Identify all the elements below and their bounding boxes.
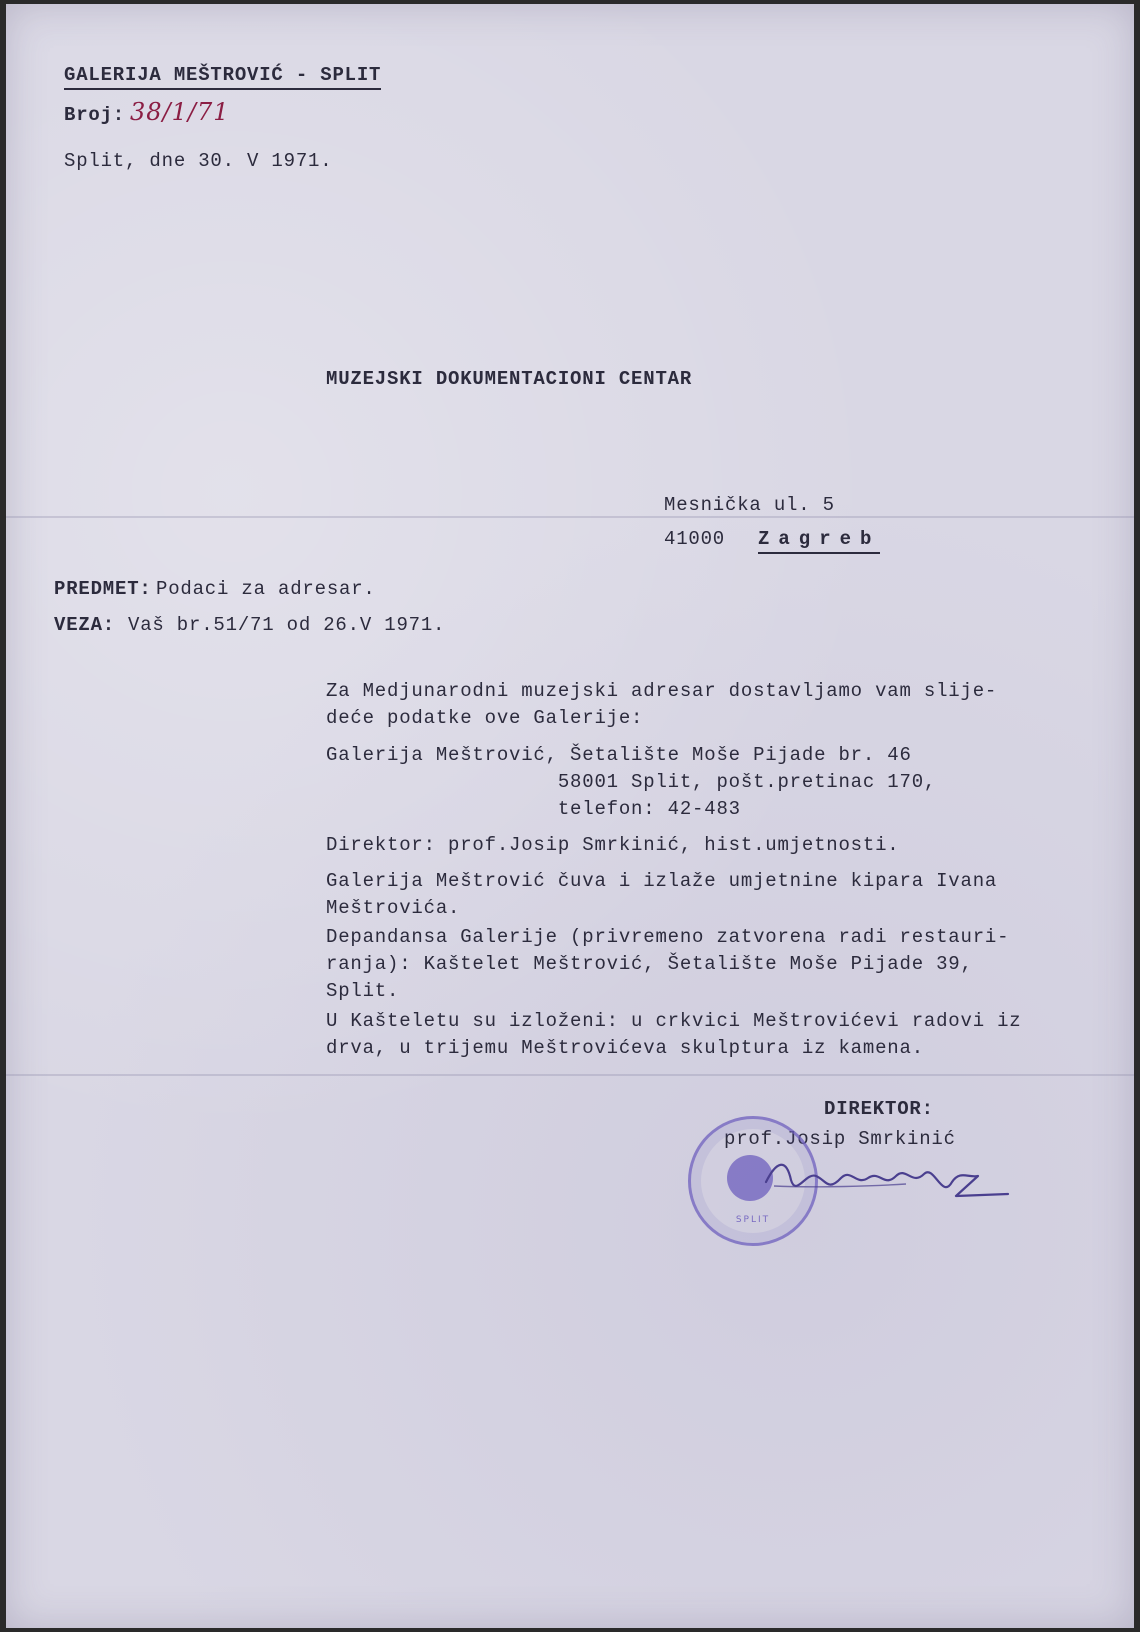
date-line: Split, dne 30. V 1971. xyxy=(64,150,333,172)
recipient-street: Mesnička ul. 5 xyxy=(664,494,835,516)
institution-header: GALERIJA MEŠTROVIĆ - SPLIT xyxy=(64,64,381,90)
body-intro: Za Medjunarodni muzejski adresar dostavljamo vam slije- deće podatke ove Galerije: xyxy=(326,680,998,729)
veza-label: VEZA: xyxy=(54,614,116,636)
veza-text: Vaš br.51/71 od 26.V 1971. xyxy=(128,614,446,636)
body-address: Galerija Meštrović, Šetalište Moše Pijade br. 46 58001 Split, pošt.pretinac 170, telefon: 42-483 xyxy=(326,744,937,820)
signature-title: DIREKTOR: xyxy=(824,1098,934,1120)
broj-handwritten-number: 38/1/71 xyxy=(130,98,230,126)
predmet-label: PREDMET: xyxy=(54,578,152,600)
predmet-text: Podaci za adresar. xyxy=(156,578,376,600)
body-collection: Galerija Meštrović čuva i izlaže umjetnine kipara Ivana Meštrovića. xyxy=(326,870,998,919)
letter-page xyxy=(6,4,1134,1628)
body-dependance: Depandansa Galerije (privremeno zatvorena radi restauri- ranja): Kaštelet Meštrović, Šetalište Moše Pijade 39, Split. xyxy=(326,926,1010,1002)
body-director: Direktor: prof.Josip Smrkinić, hist.umjetnosti. xyxy=(326,834,900,856)
recipient-postcode: 41000 xyxy=(664,528,726,550)
handwritten-signature xyxy=(756,1142,1016,1212)
recipient-city: Zagreb xyxy=(758,528,880,554)
signature-name: prof.Josip Smrkinić xyxy=(724,1128,956,1150)
stamp-text: SPLIT xyxy=(735,1215,771,1225)
paper-fold-line xyxy=(6,516,1134,518)
recipient-name: MUZEJSKI DOKUMENTACIONI CENTAR xyxy=(326,368,693,390)
broj-label: Broj: xyxy=(64,104,126,126)
paper-fold-line xyxy=(6,1074,1134,1076)
body-kastelet: U Kašteletu su izloženi: u crkvici Meštrovićevi radovi iz drva, u trijemu Meštrovićeva skulptura iz kamena. xyxy=(326,1010,1022,1059)
